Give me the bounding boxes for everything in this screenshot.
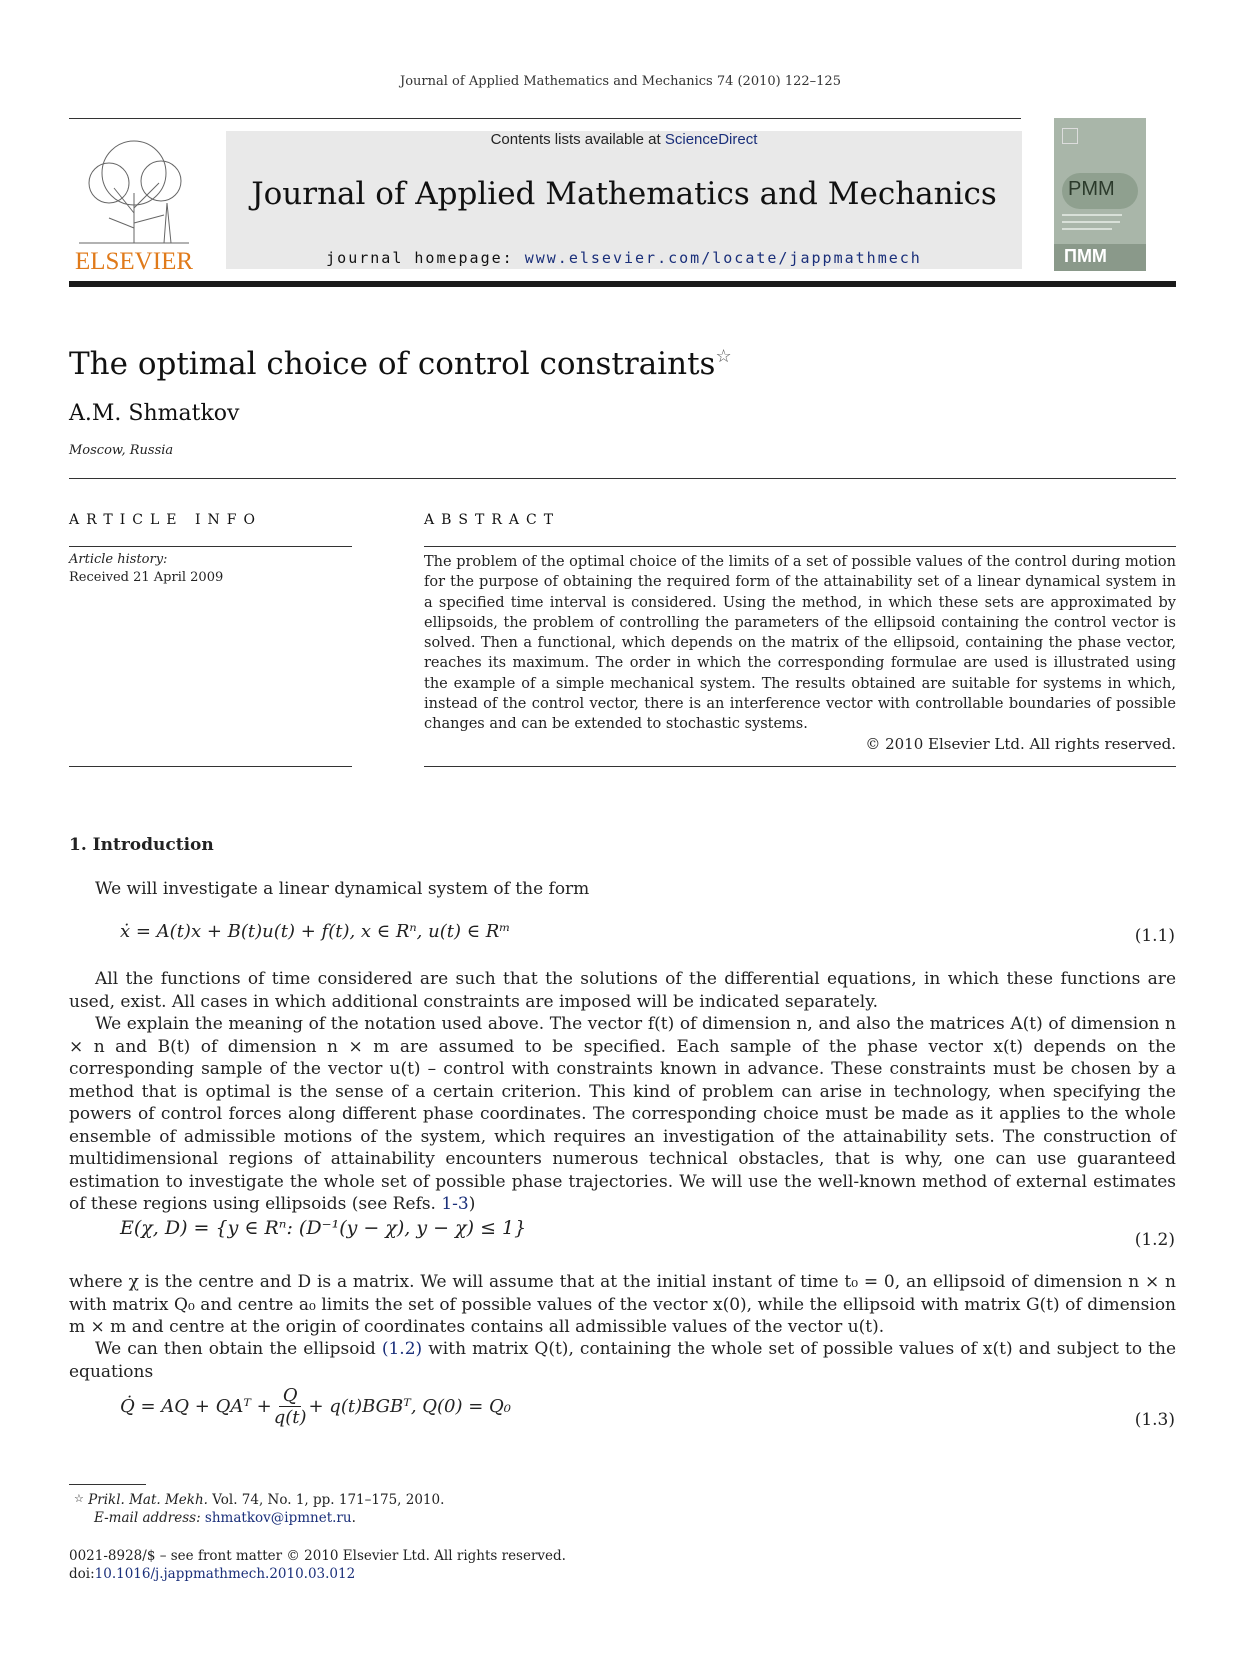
intro-paragraph-2: All the functions of time considered are such that the solutions of the differential equations, in which these functions are used, exist. All cases in which additional constraints are imposed will be indicated separately. — [69, 969, 1176, 1012]
author-name[interactable]: A.M. Shmatkov — [69, 401, 240, 426]
doi-link[interactable]: 10.1016/j.jappmathmech.2010.03.012 — [94, 1566, 356, 1582]
email-label: E-mail address: — [94, 1510, 205, 1526]
abstract-copyright: © 2010 Elsevier Ltd. All rights reserved. — [865, 735, 1176, 753]
elsevier-wordmark: ELSEVIER — [74, 248, 194, 275]
equation-1-3-right: + q(t)BGBᵀ, Q(0) = Q₀ — [308, 1396, 512, 1417]
intro-paragraph-4: where χ is the centre and D is a matrix. We will assume that at the initial instant of time t₀ = 0, an ellipsoid of dimension n × n with matrix Q₀ and centre a₀ limits the set of possible values of the vector x(0), while the ellipsoid with matrix G(t) of dimension m × m and centre at the origin of coordinates contains all admissible values of the vector u(t). — [69, 1272, 1176, 1337]
article-info-rule-top — [69, 546, 352, 547]
sciencedirect-link[interactable]: ScienceDirect — [664, 131, 758, 148]
article-title — [69, 346, 732, 382]
equation-1-3-left: Q̇ = AQ + QAᵀ + — [120, 1396, 272, 1417]
equation-1-2-link[interactable]: (1.2) — [381, 1339, 423, 1359]
journal-title: Journal of Applied Mathematics and Mechanics — [251, 176, 997, 212]
header-rule — [69, 118, 1021, 119]
article-title-text: The optimal choice of control constraints — [69, 346, 716, 382]
footnote-details: Vol. 74, No. 1, pp. 171–175, 2010. — [207, 1492, 445, 1508]
paragraph-5-text-b: with matrix Q(t), containing the whole set of possible values of x(t) and subject to the equations — [69, 1339, 1177, 1382]
contents-line — [226, 131, 1022, 148]
equation-1-2-number: (1.2) — [1134, 1230, 1175, 1250]
equation-1-3-fraction — [274, 1385, 307, 1428]
equation-1-1-number: (1.1) — [1134, 926, 1175, 946]
intro-paragraph-3 — [69, 1013, 1176, 1216]
cover-title: PMM — [1068, 178, 1115, 200]
running-head: Journal of Applied Mathematics and Mechanics 74 (2010) 122–125 — [400, 74, 841, 89]
footnote-email — [94, 1510, 356, 1526]
refs-1-3-link[interactable]: 1-3 — [441, 1194, 469, 1214]
received-date: Received 21 April 2009 — [69, 570, 224, 585]
cover-emblem-icon — [1062, 128, 1078, 144]
email-link[interactable]: shmatkov@ipmnet.ru — [204, 1510, 352, 1526]
issn-line: 0021-8928/$ – see front matter © 2010 Elsevier Ltd. All rights reserved. — [69, 1548, 566, 1564]
fraction-numerator: Q — [279, 1385, 302, 1407]
doi-label: doi: — [69, 1566, 95, 1582]
author-affiliation: Moscow, Russia — [69, 443, 174, 458]
contents-prefix: Contents lists available at — [490, 131, 665, 148]
abstract-rule-bottom — [424, 766, 1176, 767]
abstract-text: The problem of the optimal choice of the limits of a set of possible values of the control during motion for the purpose of obtaining the required form of the attainability set of a linear dynamical system in a specified time interval is considered. Using the method, in which these sets are approximated by ellipsoids, the problem of controlling the parameters of the ellipsoid containing the control vector is solved. Then a functional, which depends on the matrix of the ellipsoid, containing the phase vector, reaches its maximum. The order in which the corresponding formulae are used is illustrated using the example of a simple mechanical system. The results obtained are suitable for systems in which, instead of the control vector, there is an interference vector with controllable boundaries of possible changes and can be extended to stochastic systems. — [424, 554, 1176, 733]
article-history-label: Article history: — [69, 552, 168, 567]
email-end: . — [351, 1510, 356, 1526]
footnote-source — [74, 1492, 444, 1508]
homepage-prefix: journal homepage: — [326, 249, 525, 267]
title-footnote-star-icon[interactable]: ☆ — [715, 346, 732, 367]
journal-homepage — [226, 249, 1022, 267]
paragraph-3-end: ) — [468, 1194, 476, 1214]
journal-cover-image — [1054, 118, 1146, 271]
equation-1-3 — [120, 1385, 511, 1428]
footnote-rule — [69, 1484, 146, 1485]
intro-paragraph-5 — [69, 1338, 1176, 1383]
cover-title-cyrillic: ПММ — [1064, 246, 1107, 266]
footnote-star-icon: ☆ — [74, 1492, 84, 1505]
equation-1-2: E(χ, D) = {y ∈ Rⁿ: (D⁻¹(y − χ), y − χ) ≤ 1} — [120, 1217, 527, 1239]
equation-1-3-number: (1.3) — [1134, 1410, 1175, 1430]
doi-line — [69, 1566, 355, 1582]
paragraph-5-text-a: We can then obtain the ellipsoid — [95, 1339, 382, 1359]
masthead-bottom-bar — [69, 281, 1176, 287]
footnote-journal: Prikl. Mat. Mekh. — [88, 1492, 208, 1508]
intro-paragraph-1: We will investigate a linear dynamical system of the form — [95, 879, 590, 899]
title-rule — [69, 478, 1176, 479]
article-info-rule-bottom — [69, 766, 352, 767]
paragraph-3-text: We explain the meaning of the notation used above. The vector f(t) of dimension n, and also the matrices A(t) of dimension n × n and B(t) of dimension n × m are assumed to be specified. Each sample of the phase vector x(t) depends on the corresponding sample of the vector u(t) – control with constraints known in advance. These constraints must be chosen by a method that is optimal is the sense of a certain criterion. This kind of problem can arise in technology, when specifying the powers of control forces along different phase coordinates. The corresponding choice must be made as it applies to the whole ensemble of admissible motions of the system, which requires an investigation of the attainability sets. The construction of multidimensional regions of attainability encounters numerous technical obstacles, that is why, one can use guaranteed estimation to investigate the whole set of possible phase trajectories. We will use the well-known method of external estimates of these regions using ellipsoids (see Refs. — [69, 1014, 1176, 1214]
equation-1-1: ẋ = A(t)x + B(t)u(t) + f(t), x ∈ Rⁿ, u(t) ∈ Rᵐ — [120, 921, 511, 942]
homepage-link[interactable]: www.elsevier.com/locate/jappmathmech — [524, 249, 922, 267]
section-heading-introduction: 1. Introduction — [69, 835, 214, 855]
article-info-heading: ARTICLE INFO — [69, 512, 262, 528]
fraction-denominator: q(t) — [273, 1407, 307, 1428]
abstract-heading: ABSTRACT — [424, 512, 561, 528]
abstract-rule-top — [424, 546, 1176, 547]
